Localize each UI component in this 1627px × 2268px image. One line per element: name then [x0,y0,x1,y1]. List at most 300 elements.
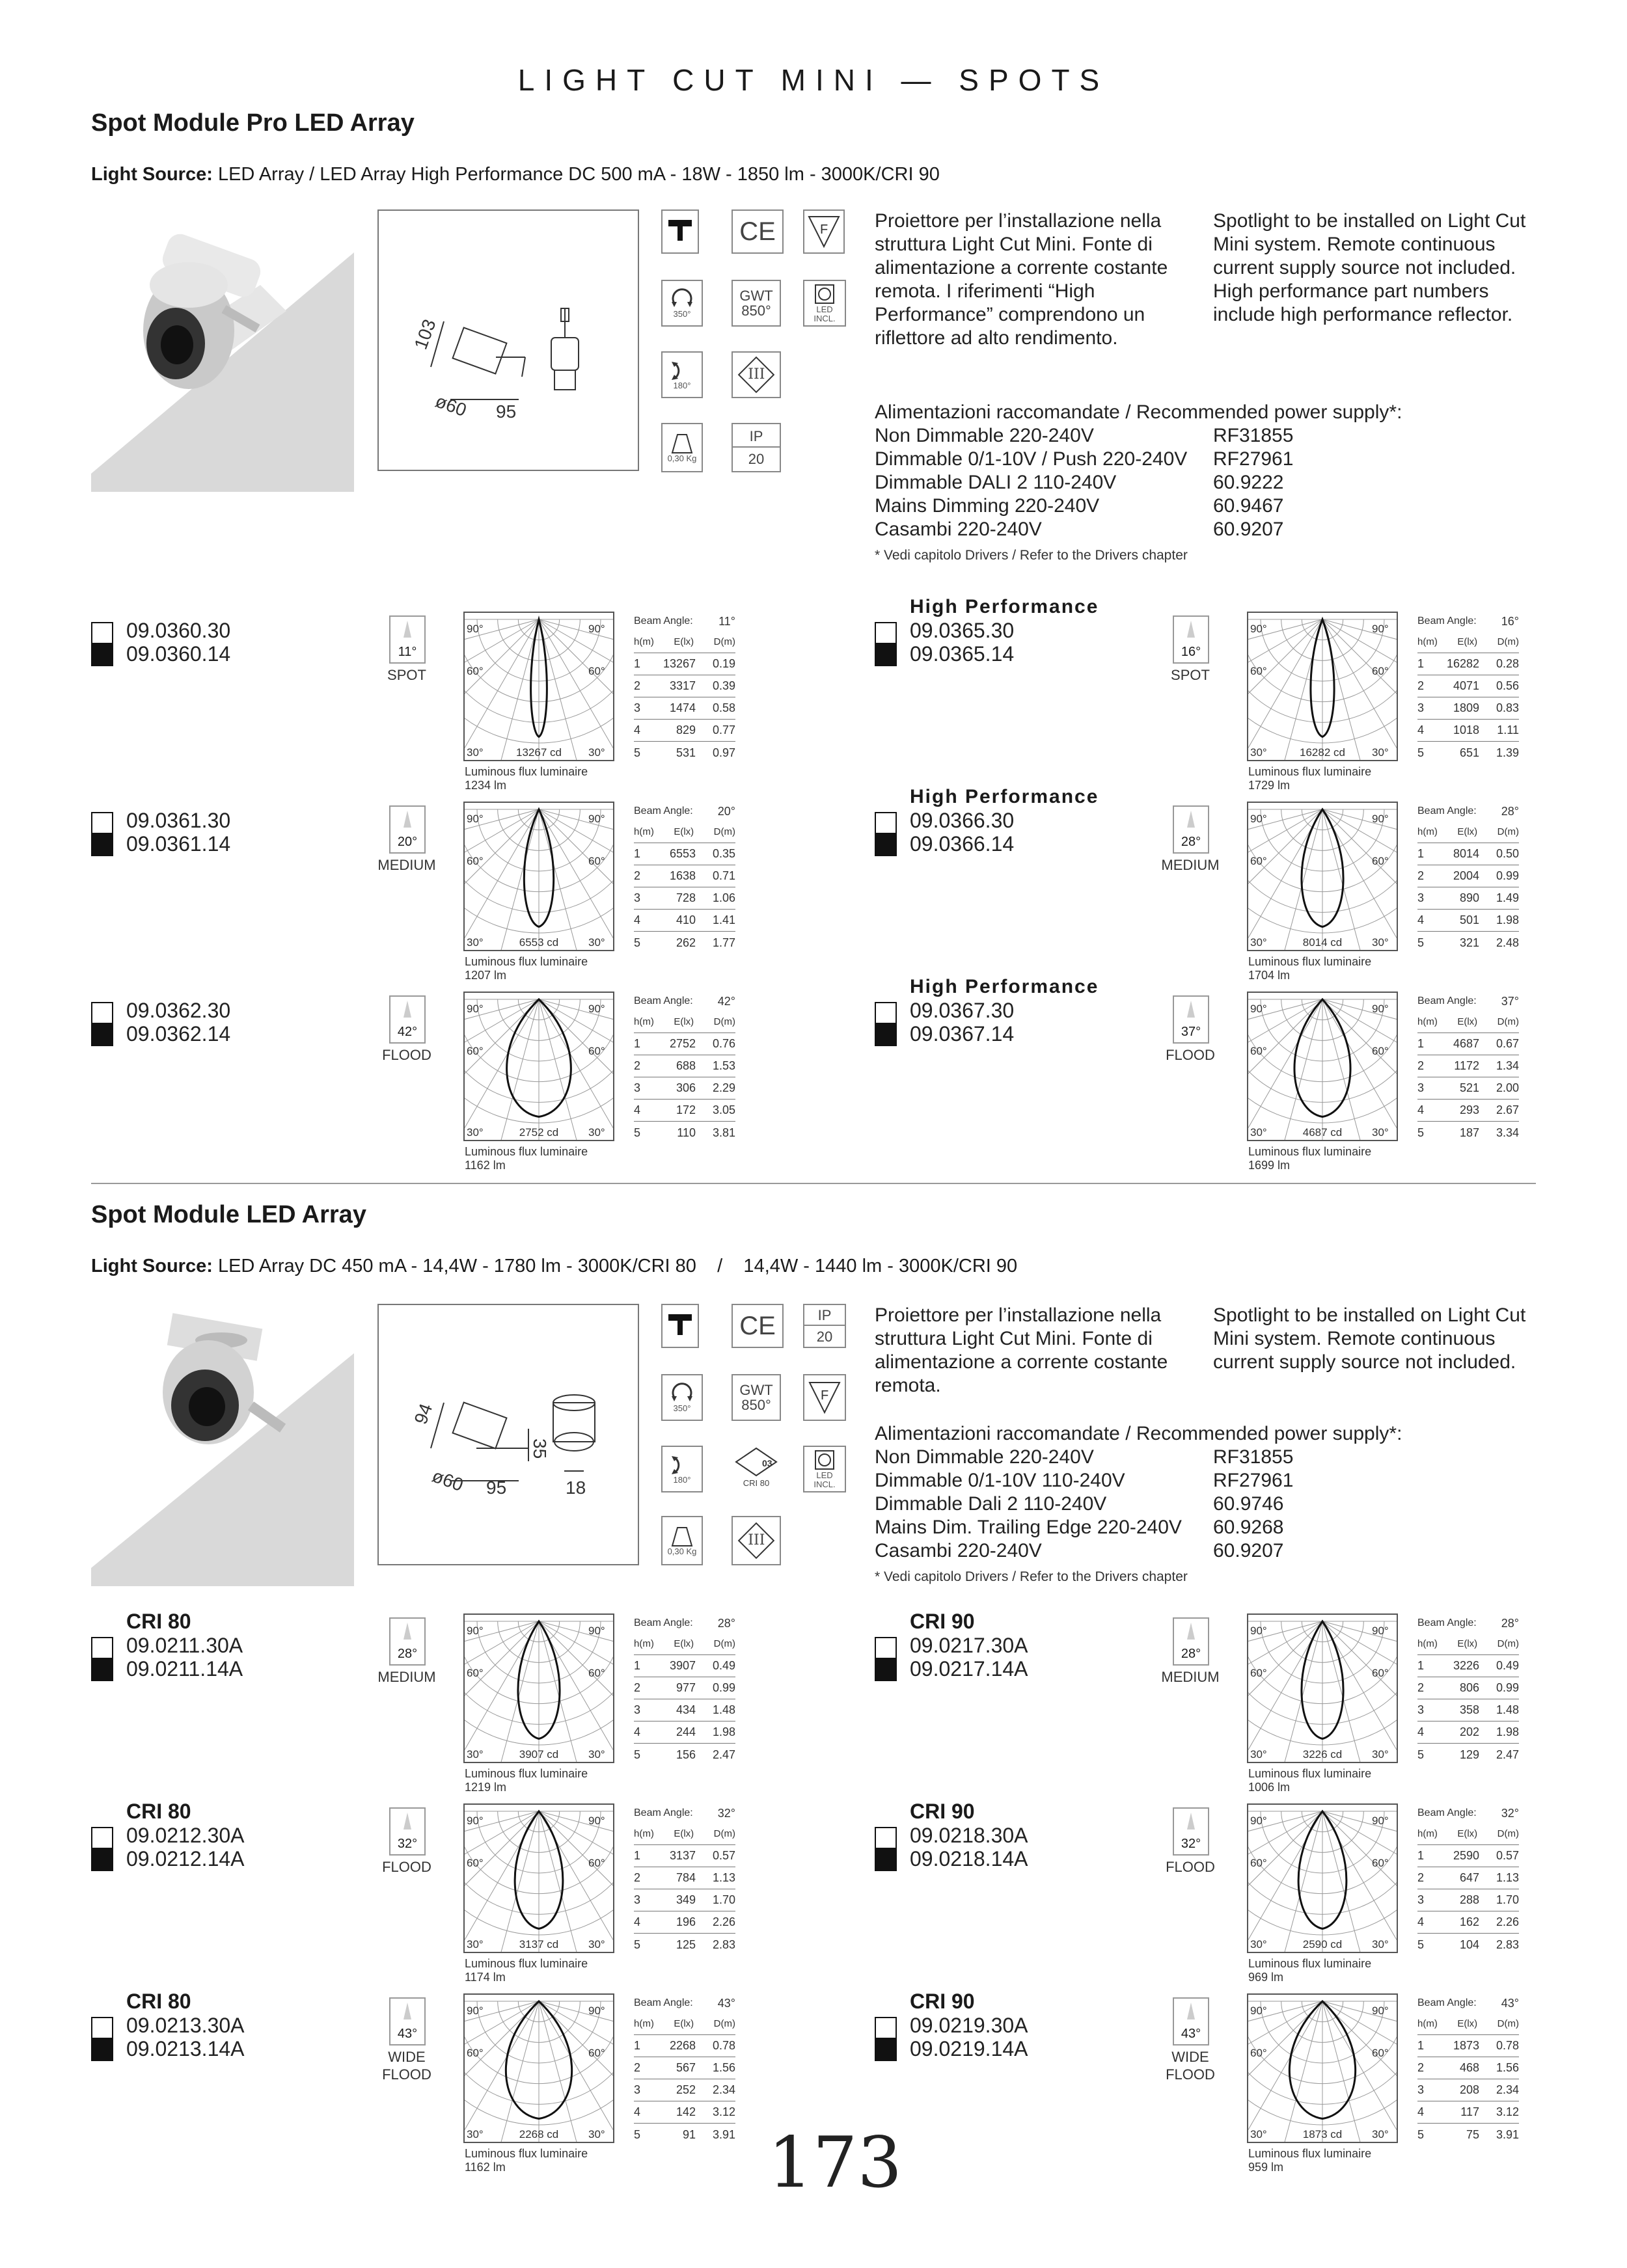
led-included-icon: LED INCL. [803,1446,846,1492]
track-icon [661,209,699,254]
polar-label-60-left: 60° [467,1045,484,1057]
power-supply-code: 60.9746 [1213,1493,1284,1515]
code-white: 09.0361.30 [126,809,231,832]
polar-label-60-right: 60° [588,1857,605,1869]
power-supply-name: Non Dimmable 220-240V [875,425,1094,446]
polar-label-60-right: 60° [588,1667,605,1679]
polar-label-90-right: 90° [1372,1815,1389,1827]
polar-grid-ray [539,2001,613,2129]
polar-label-60-left: 60° [1250,2047,1267,2059]
polar-label-60-left: 60° [1250,1045,1267,1057]
page-title: LIGHT CUT MINI — SPOTS [517,63,1110,97]
photometric-row: 3 208 2.34 [1417,2079,1519,2101]
photometric-table: Beam Angle: 28° h(m) E(lx) D(m) 1 3226 0.49 2 806 0.99 3 358 1.48 4 202 1.98 5 129 2.47 [1417,1613,1519,1766]
description-italian: Proiettore per l’installazione nella struttura Light Cut Mini. Fonte di alimentazione a corrente costante remota. [875,1304,1168,1396]
led-included-icon: LED INCL. [803,280,846,327]
photometric-row: 4 172 3.05 [634,1100,735,1122]
luminous-flux: Luminous flux luminaire 959 lm [1248,2147,1372,2174]
polar-label-60-left: 60° [1250,1857,1267,1869]
power-supply-name: Casambi 220-240V [875,519,1042,540]
code-black: 09.0217.14A [910,1657,1028,1681]
polar-label-30-left: 30° [1250,2128,1267,2140]
polar-label-60-right: 60° [588,665,605,677]
code-black: 09.0366.14 [910,832,1015,856]
photometric-row: 2 4071 0.56 [1417,675,1519,697]
luminous-flux: Luminous flux luminaire 969 lm [1248,1957,1372,1984]
beam-angle-icon: 32° [389,1807,426,1856]
power-supply-list [875,1446,1591,1563]
photometric-row: 2 468 1.56 [1417,2057,1519,2079]
ip-rating-icon: IP 20 [803,1304,846,1348]
polar-label-90-left: 90° [1250,623,1267,635]
polar-grid-ray [465,2001,539,2129]
polar-label-60-right: 60° [1372,1857,1389,1869]
power-supply-name: Dimmable Dali 2 110-240V [875,1493,1107,1515]
section2-heading: Spot Module LED Array [91,1201,366,1228]
luminous-flux: Luminous flux luminaire 1174 lm [465,1957,588,1984]
photometric-row: 5 125 2.83 [634,1937,735,1951]
beam-type-label: FLOOD [1166,1047,1215,1063]
photometric-row: 4 244 1.98 [634,1721,735,1744]
luminous-flux: Luminous flux luminaire 1234 lm [465,765,588,792]
luminous-flux: Luminous flux luminaire 1729 lm [1248,765,1372,792]
polar-label-90-left: 90° [467,813,484,825]
polar-grid-ray [539,809,613,938]
beam-type-label: FLOOD [382,1047,431,1063]
polar-diagram [463,612,614,761]
dim-diameter: ø60 [432,390,469,421]
photometric-row: 1 13267 0.19 [634,653,735,675]
polar-label-90-left: 90° [1250,1003,1267,1015]
photometric-row: 5 187 3.34 [1417,1126,1519,1139]
polar-label-60-right: 60° [588,2047,605,2059]
photometric-row: 5 75 3.91 [1417,2127,1519,2141]
luminous-flux: Luminous flux luminaire 1704 lm [1248,955,1372,982]
polar-label-60-left: 60° [1250,855,1267,867]
photometric-row: 4 196 2.26 [634,1911,735,1934]
photometric-row: 3 358 1.48 [1417,1699,1519,1721]
beam-angle-icon: 42° [389,995,426,1044]
variant-tag: CRI 90 [910,1610,975,1633]
polar-label-90-left: 90° [1250,2005,1267,2017]
luminous-flux: Luminous flux luminaire 1162 lm [465,2147,588,2174]
polar-diagram [1247,612,1398,761]
black-finish-swatch [875,644,897,666]
photometric-row: 5 156 2.47 [634,1748,735,1761]
page-number: 173 [768,2122,903,2204]
photometric-row: 3 1474 0.58 [634,697,735,720]
black-finish-swatch [875,1659,897,1681]
beam-angle-icon: 37° [1173,995,1209,1044]
power-supply-name: Mains Dimming 220-240V [875,495,1100,517]
code-black: 09.0211.14A [126,1657,243,1681]
rotation-350-icon: 350° [661,280,703,327]
beam-type-label: WIDE FLOOD [1166,2049,1215,2083]
photometric-row: 5 104 2.83 [1417,1937,1519,1951]
power-supply-row [875,1492,1591,1516]
beam-type-label: MEDIUM [1161,857,1220,873]
white-finish-swatch [91,1827,113,1849]
photometric-table: Beam Angle: 43° h(m) E(lx) D(m) 1 1873 0.78 2 468 1.56 3 208 2.34 4 117 3.12 5 75 3.91 [1417,1993,1519,2146]
black-finish-swatch [91,644,113,666]
code-white: 09.0217.30A [910,1634,1028,1657]
polar-label-30-right: 30° [588,746,605,759]
beam-type-label: MEDIUM [377,857,436,873]
polar-label-60-right: 60° [1372,2047,1389,2059]
photometric-row: 5 321 2.48 [1417,936,1519,949]
polar-label-60-right: 60° [588,1045,605,1057]
beam-type-label: WIDE FLOOD [382,2049,431,2083]
photometric-row: 4 829 0.77 [634,720,735,742]
photometric-row: 2 3317 0.39 [634,675,735,697]
power-supply-code: 60.9467 [1213,495,1284,517]
beam-angle-icon: 11° [389,615,426,664]
photometric-row: 1 2590 0.57 [1417,1845,1519,1867]
section-divider [91,1183,1536,1184]
photometric-table: Beam Angle: 42° h(m) E(lx) D(m) 1 2752 0.76 2 688 1.53 3 306 2.29 4 172 3.05 5 110 3.81 [634,992,735,1144]
power-supply-name: Dimmable 0/1-10V / Push 220-240V [875,448,1188,470]
photometric-table: Beam Angle: 43° h(m) E(lx) D(m) 1 2268 0.78 2 567 1.56 3 252 2.34 4 142 3.12 5 91 3.91 [634,1993,735,2146]
code-black: 09.0365.14 [910,642,1015,666]
beam-angle-icon: 28° [389,1617,426,1666]
code-white: 09.0362.30 [126,999,231,1022]
polar-label-90-left: 90° [1250,1625,1267,1637]
polar-label-90-right: 90° [588,2005,605,2017]
rotation-180-icon: 180° [661,351,703,398]
description-english: Spotlight to be installed on Light Cut Mini system. Remote continuous current supply source not included. High performance part numbers include high performance reflector. [1213,210,1526,325]
svg-text:03: 03 [762,1458,772,1468]
white-finish-swatch [875,2017,897,2039]
photometric-row: 2 806 0.99 [1417,1677,1519,1699]
polar-diagram [1247,992,1398,1141]
photometric-table: Beam Angle: 28° h(m) E(lx) D(m) 1 8014 0.50 2 2004 0.99 3 890 1.49 4 501 1.98 5 321 2.48 [1417,802,1519,954]
photometric-table: Beam Angle: 28° h(m) E(lx) D(m) 1 3907 0.49 2 977 0.99 3 434 1.48 4 244 1.98 5 156 2.47 [634,1613,735,1766]
polar-label-30-right: 30° [588,2128,605,2140]
polar-label-90-left: 90° [467,623,484,635]
black-finish-swatch [91,1849,113,1871]
power-supply-name: Mains Dim. Trailing Edge 220-240V [875,1517,1182,1538]
polar-label-90-left: 90° [1250,813,1267,825]
photometric-row: 3 349 1.70 [634,1889,735,1911]
product-photo [91,207,354,492]
power-supply-row [875,518,1591,541]
polar-label-30-right: 30° [588,936,605,949]
power-supply-row [875,471,1591,494]
photometric-table: Beam Angle: 32° h(m) E(lx) D(m) 1 2590 0.57 2 647 1.13 3 288 1.70 4 162 2.26 5 104 2.83 [1417,1803,1519,1956]
photometric-row: 1 8014 0.50 [1417,843,1519,865]
photometric-row: 5 91 3.91 [634,2127,735,2141]
polar-grid-ray [1322,999,1397,1127]
polar-label-90-left: 90° [467,1003,484,1015]
white-finish-swatch [875,1002,897,1024]
polar-label-60-left: 60° [467,2047,484,2059]
variant-tag: CRI 80 [126,1800,191,1823]
ce-icon: CE [731,209,784,254]
power-supply-row [875,1446,1591,1469]
white-finish-swatch [875,812,897,834]
polar-label-90-right: 90° [588,1815,605,1827]
polar-label-30-right: 30° [1372,936,1389,949]
polar-label-30-left: 30° [1250,1938,1267,1951]
polar-grid-ray [1248,999,1322,1127]
luminous-flux: Luminous flux luminaire 1207 lm [465,955,588,982]
variant-tag: High Performance [910,596,1099,617]
white-finish-swatch [91,812,113,834]
polar-grid-ray [1322,2001,1397,2129]
photometric-row: 3 1809 0.83 [1417,697,1519,720]
polar-label-30-left: 30° [467,936,484,949]
polar-label-30-right: 30° [588,1748,605,1761]
peak-candela: 2590 cd [1302,1938,1343,1951]
polar-label-90-right: 90° [1372,1625,1389,1637]
photometric-row: 2 784 1.13 [634,1867,735,1889]
beam-type-label: SPOT [387,667,426,683]
variant-tag: High Performance [910,976,1099,997]
white-finish-swatch [875,1637,897,1659]
photometric-row: 3 890 1.49 [1417,887,1519,910]
polar-label-60-right: 60° [1372,1667,1389,1679]
polar-label-30-right: 30° [1372,2128,1389,2140]
photometric-table: Beam Angle: 20° h(m) E(lx) D(m) 1 6553 0.35 2 1638 0.71 3 728 1.06 4 410 1.41 5 262 1.77 [634,802,735,954]
peak-candela: 8014 cd [1302,936,1343,949]
white-finish-swatch [875,622,897,644]
photometric-row: 5 129 2.47 [1417,1748,1519,1761]
black-finish-swatch [875,834,897,856]
beam-angle-icon: 43° [1173,1997,1209,2045]
polar-label-30-right: 30° [1372,1748,1389,1761]
svg-text:F: F [821,1388,829,1403]
photometric-table: Beam Angle: 16° h(m) E(lx) D(m) 1 16282 0.28 2 4071 0.56 3 1809 0.83 4 1018 1.11 5 651 1.39 [1417,612,1519,764]
weight-icon: 0,30 Kg [661,1516,703,1565]
polar-label-60-left: 60° [467,1667,484,1679]
variant-tag: CRI 90 [910,1990,975,2013]
polar-label-90-left: 90° [1250,1815,1267,1827]
weight-icon: 0,30 Kg [661,423,703,472]
code-white: 09.0212.30A [126,1824,245,1847]
polar-label-30-right: 30° [1372,746,1389,759]
polar-label-30-left: 30° [467,2128,484,2140]
f-mark-icon [803,209,845,254]
beam-type-label: SPOT [1171,667,1210,683]
code-white: 09.0218.30A [910,1824,1028,1847]
polar-diagram [463,992,614,1141]
f-mark-icon [803,1374,846,1421]
photometric-row: 2 1638 0.71 [634,865,735,887]
polar-diagram [1247,1803,1398,1953]
gwt-icon: GWT 850° [731,1374,781,1421]
variant-tag: CRI 80 [126,1610,191,1633]
beam-type-label: MEDIUM [377,1669,436,1685]
white-finish-swatch [91,1002,113,1024]
polar-label-60-left: 60° [1250,665,1267,677]
photometric-row: 1 3226 0.49 [1417,1655,1519,1677]
polar-diagram [463,1993,614,2143]
polar-label-90-left: 90° [467,1625,484,1637]
polar-label-30-left: 30° [467,746,484,759]
polar-grid-ray [539,999,613,1127]
svg-text:F: F [820,223,828,237]
polar-label-30-right: 30° [588,1938,605,1951]
photometric-row: 4 1018 1.11 [1417,720,1519,742]
description-english: Spotlight to be installed on Light Cut Mini system. Remote continuous current supply source not included. [1213,1304,1526,1373]
code-white: 09.0219.30A [910,2014,1028,2037]
beam-type-label: MEDIUM [1161,1669,1220,1685]
dim-height: 94 [410,1401,437,1427]
code-black: 09.0360.14 [126,642,231,666]
photometric-row: 3 306 2.29 [634,1077,735,1100]
polar-label-60-left: 60° [1250,1667,1267,1679]
code-black: 09.0367.14 [910,1022,1015,1046]
code-black: 09.0213.14A [126,2037,245,2060]
class-iii-icon: III [731,351,781,398]
power-supply-row [875,1539,1591,1563]
rotation-180-icon: 180° [661,1446,703,1492]
beam-angle-icon: 16° [1173,615,1209,664]
code-white: 09.0366.30 [910,809,1015,832]
photometric-row: 5 531 0.97 [634,746,735,759]
power-supply-row [875,1469,1591,1492]
variant-tag: CRI 90 [910,1800,975,1823]
code-black: 09.0218.14A [910,1847,1028,1870]
photometric-row: 3 434 1.48 [634,1699,735,1721]
peak-candela: 6553 cd [519,936,559,949]
peak-candela: 4687 cd [1302,1126,1343,1139]
black-finish-swatch [875,1849,897,1871]
product-photo [91,1301,354,1586]
black-finish-swatch [91,2039,113,2061]
code-black: 09.0219.14A [910,2037,1028,2060]
black-finish-swatch [91,1659,113,1681]
cri-80-icon: 03 CRI 80 [731,1446,781,1492]
peak-candela: 3137 cd [519,1938,559,1951]
peak-candela: 13267 cd [516,746,562,759]
polar-diagram [1247,1613,1398,1763]
polar-label-30-left: 30° [1250,1748,1267,1761]
power-supply-code: RF31855 [1213,425,1294,446]
polar-label-30-right: 30° [1372,1126,1389,1139]
polar-label-90-right: 90° [588,1625,605,1637]
peak-candela: 1873 cd [1302,2128,1343,2140]
polar-label-90-left: 90° [467,2005,484,2017]
white-finish-swatch [875,1827,897,1849]
rotation-350-icon: 350° [661,1374,703,1421]
power-supply-row [875,494,1591,518]
photometric-row: 2 567 1.56 [634,2057,735,2079]
polar-label-90-right: 90° [588,813,605,825]
variant-tag: High Performance [910,786,1099,807]
polar-label-30-right: 30° [1372,1938,1389,1951]
luminous-flux: Luminous flux luminaire 1006 lm [1248,1767,1372,1794]
photometric-row: 1 2752 0.76 [634,1033,735,1055]
section1-heading: Spot Module Pro LED Array [91,109,415,137]
white-finish-swatch [91,622,113,644]
code-white: 09.0367.30 [910,999,1015,1022]
ip-rating-icon: IP 20 [731,423,781,472]
beam-angle-icon: 20° [389,805,426,854]
photometric-table: Beam Angle: 11° h(m) E(lx) D(m) 1 13267 0.19 2 3317 0.39 3 1474 0.58 4 829 0.77 5 531 0.97 [634,612,735,764]
polar-grid-ray [465,619,539,748]
section1-light-source: Light Source: LED Array / LED Array High Performance DC 500 mA - 18W - 1850 lm - 3000K/CRI 90 [91,164,940,185]
photometric-row: 2 688 1.53 [634,1055,735,1077]
photometric-row: 4 501 1.98 [1417,910,1519,932]
polar-grid-ray [539,619,613,748]
polar-label-60-right: 60° [1372,855,1389,867]
dim-width: 95 [486,1478,507,1498]
beam-angle-icon: 28° [1173,1617,1209,1666]
photometric-row: 5 110 3.81 [634,1126,735,1139]
photometric-row: 3 521 2.00 [1417,1077,1519,1100]
code-black: 09.0362.14 [126,1022,231,1046]
black-finish-swatch [875,1024,897,1046]
polar-grid-ray [1248,2001,1322,2129]
polar-label-60-right: 60° [1372,665,1389,677]
dim-width-2: 18 [566,1478,586,1498]
power-supply-list [875,424,1591,541]
beam-type-label: FLOOD [1166,1859,1215,1875]
photometric-row: 2 647 1.13 [1417,1867,1519,1889]
photometric-table: Beam Angle: 32° h(m) E(lx) D(m) 1 3137 0.57 2 784 1.13 3 349 1.70 4 196 2.26 5 125 2.83 [634,1803,735,1956]
polar-diagram [1247,1993,1398,2143]
photometric-row: 3 288 1.70 [1417,1889,1519,1911]
black-finish-swatch [875,2039,897,2061]
power-supply-name: Non Dimmable 220-240V [875,1446,1094,1468]
photometric-row: 3 728 1.06 [634,887,735,910]
photometric-row: 1 6553 0.35 [634,843,735,865]
polar-label-30-left: 30° [467,1126,484,1139]
photometric-row: 4 293 2.67 [1417,1100,1519,1122]
polar-label-30-left: 30° [467,1938,484,1951]
power-supply-code: 60.9207 [1213,1540,1284,1561]
polar-label-30-right: 30° [588,1126,605,1139]
dim-height: 103 [410,316,440,353]
polar-label-60-left: 60° [467,1857,484,1869]
peak-candela: 3226 cd [1302,1748,1343,1761]
power-supply-name: Dimmable DALI 2 110-240V [875,472,1117,493]
code-black: 09.0212.14A [126,1847,245,1870]
polar-label-90-right: 90° [1372,1003,1389,1015]
peak-candela: 2752 cd [519,1126,559,1139]
power-supply-code: RF27961 [1213,448,1294,470]
photometric-row: 1 2268 0.78 [634,2035,735,2057]
photometric-row: 5 262 1.77 [634,936,735,949]
polar-label-30-left: 30° [1250,1126,1267,1139]
luminous-flux: Luminous flux luminaire 1162 lm [465,1145,588,1172]
polar-diagram [463,802,614,951]
black-finish-swatch [91,1024,113,1046]
code-white: 09.0211.30A [126,1634,243,1657]
photometric-row: 2 2004 0.99 [1417,865,1519,887]
photometric-row: 2 1172 1.34 [1417,1055,1519,1077]
peak-candela: 2268 cd [519,2128,559,2140]
power-supply-row [875,448,1591,471]
code-white: 09.0365.30 [910,619,1015,642]
polar-label-60-right: 60° [1372,1045,1389,1057]
photometric-row: 2 977 0.99 [634,1677,735,1699]
polar-label-60-left: 60° [467,665,484,677]
dim-width: 95 [496,401,517,422]
power-supply-code: 60.9207 [1213,519,1284,540]
polar-grid-ray [465,999,539,1127]
section2-light-source: Light Source: LED Array DC 450 mA - 14,4W - 1780 lm - 3000K/CRI 80 / 14,4W - 1440 lm - 3000K/CRI 90 [91,1256,1018,1276]
polar-label-30-left: 30° [1250,936,1267,949]
code-white: 09.0213.30A [126,2014,245,2037]
white-finish-swatch [91,1637,113,1659]
photometric-row: 1 1873 0.78 [1417,2035,1519,2057]
photometric-row: 4 202 1.98 [1417,1721,1519,1744]
gwt-icon: GWT 850° [731,280,781,327]
black-finish-swatch [91,834,113,856]
photometric-row: 1 3907 0.49 [634,1655,735,1677]
